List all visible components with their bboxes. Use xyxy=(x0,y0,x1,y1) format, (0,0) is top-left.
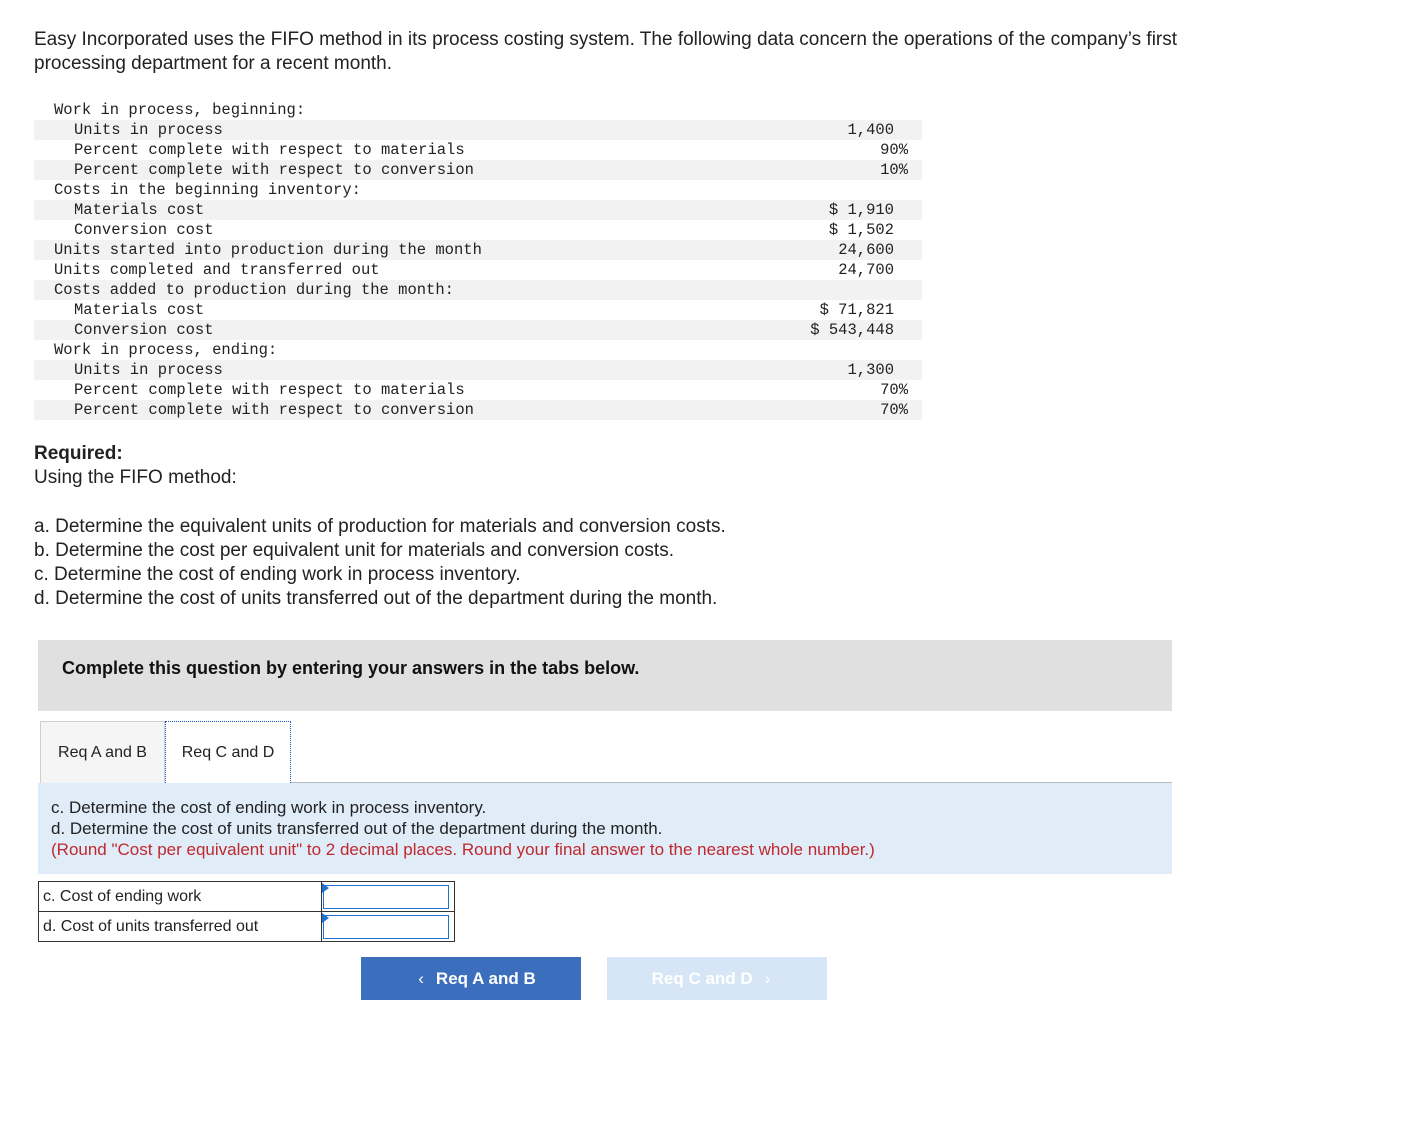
data-row-label: Materials cost xyxy=(34,200,754,220)
data-row-value xyxy=(754,340,922,360)
data-row xyxy=(34,380,922,400)
data-row-value: 70% xyxy=(754,400,922,420)
ending-work-input[interactable] xyxy=(323,885,449,909)
data-row xyxy=(34,320,922,340)
required-item-d: d. Determine the cost of units transferred out of the department during the month. xyxy=(34,588,718,609)
data-row-label: Units started into production during the month xyxy=(34,240,754,260)
data-row-value: $ 543,448 xyxy=(754,320,922,340)
data-row-value: 1,400 xyxy=(754,120,922,140)
answer-row-ending-work xyxy=(39,882,455,912)
answer-row-transferred-out xyxy=(39,912,455,942)
data-row-label: Conversion cost xyxy=(34,320,754,340)
data-row-value: 24,700 xyxy=(838,261,894,279)
data-row xyxy=(34,140,922,160)
data-row-label: Costs in the beginning inventory: xyxy=(54,181,361,199)
data-row-label: Work in process, ending: xyxy=(54,341,278,359)
required-heading: Required: xyxy=(34,443,123,464)
data-row xyxy=(34,340,922,360)
data-row xyxy=(34,280,922,300)
required-subheading: Using the FIFO method: xyxy=(34,467,237,488)
data-table xyxy=(34,100,922,420)
data-row-value xyxy=(754,280,922,300)
data-row xyxy=(34,160,922,180)
data-row xyxy=(34,220,922,240)
data-row-value: $ 71,821 xyxy=(819,301,894,319)
next-tab-button[interactable] xyxy=(607,957,827,1000)
data-row xyxy=(34,360,922,380)
data-row xyxy=(34,300,922,320)
data-row xyxy=(34,400,922,420)
rounding-note: (Round "Cost per equivalent unit" to 2 decimal places. Round your final answer to the nearest whole number.) xyxy=(51,840,875,859)
prev-tab-button[interactable] xyxy=(361,957,581,1000)
required-item-a: a. Determine the equivalent units of production for materials and conversion costs. xyxy=(34,516,726,537)
data-row-value: 1,300 xyxy=(754,360,922,380)
answer-label-transferred-out: d. Cost of units transferred out xyxy=(39,912,322,942)
data-row-label: Work in process, beginning: xyxy=(54,101,306,119)
instruction-line-c: c. Determine the cost of ending work in process inventory. xyxy=(51,798,487,817)
prev-tab-label: Req A and B xyxy=(435,969,536,988)
input-marker-icon xyxy=(322,883,329,893)
required-item-c: c. Determine the cost of ending work in process inventory. xyxy=(34,564,521,585)
data-row-value: $ 1,910 xyxy=(754,200,922,220)
banner-text: Complete this question by entering your answers in the tabs below. xyxy=(62,658,640,678)
data-row xyxy=(34,260,922,280)
intro-text: Easy Incorporated uses the FIFO method in its process costing system. The following data concern the operations of the company’s first processing department for a recent month. xyxy=(34,29,1178,74)
data-row-label: Costs added to production during the month: xyxy=(34,280,754,300)
data-row-value: 90% xyxy=(880,141,908,159)
instructions-banner xyxy=(38,640,1172,711)
data-row-label: Conversion cost xyxy=(74,221,214,239)
data-row-label: Units in process xyxy=(34,120,754,140)
answer-label-ending-work: c. Cost of ending work xyxy=(39,882,322,912)
data-row xyxy=(34,120,922,140)
instruction-line-d: d. Determine the cost of units transferred out of the department during the month. xyxy=(51,819,663,838)
data-row-value: 24,600 xyxy=(754,240,922,260)
data-row-value xyxy=(754,180,922,200)
chevron-right-icon: › xyxy=(764,969,771,988)
data-row-label: Percent complete with respect to conversion xyxy=(34,160,754,180)
data-row-label: Percent complete with respect to conversion xyxy=(34,400,754,420)
data-row-value: $ 1,502 xyxy=(828,221,894,239)
data-row xyxy=(34,200,922,220)
input-marker-icon xyxy=(322,913,329,923)
data-row-label: Materials cost xyxy=(74,301,205,319)
data-row-label: Percent complete with respect to materials xyxy=(74,141,465,159)
answer-table xyxy=(38,881,455,942)
next-tab-label: Req C and D xyxy=(651,969,753,988)
transferred-out-input[interactable] xyxy=(323,915,449,939)
tab-instructions xyxy=(38,783,1172,874)
required-list xyxy=(34,515,726,611)
chevron-left-icon: ‹ xyxy=(418,969,424,988)
data-row-value: 10% xyxy=(754,160,922,180)
data-row xyxy=(34,180,922,200)
data-row-value: 70% xyxy=(880,381,908,399)
data-row-label: Units completed and transferred out xyxy=(54,261,380,279)
required-item-b: b. Determine the cost per equivalent unit for materials and conversion costs. xyxy=(34,540,674,561)
data-row xyxy=(34,100,922,120)
tab-req-a-and-b[interactable]: Req A and B xyxy=(40,721,165,783)
tab-req-c-and-d[interactable]: Req C and D xyxy=(165,721,291,783)
data-row-label: Percent complete with respect to materials xyxy=(74,381,465,399)
data-row-label: Units in process xyxy=(34,360,754,380)
data-row xyxy=(34,240,922,260)
data-row-value xyxy=(754,100,922,120)
